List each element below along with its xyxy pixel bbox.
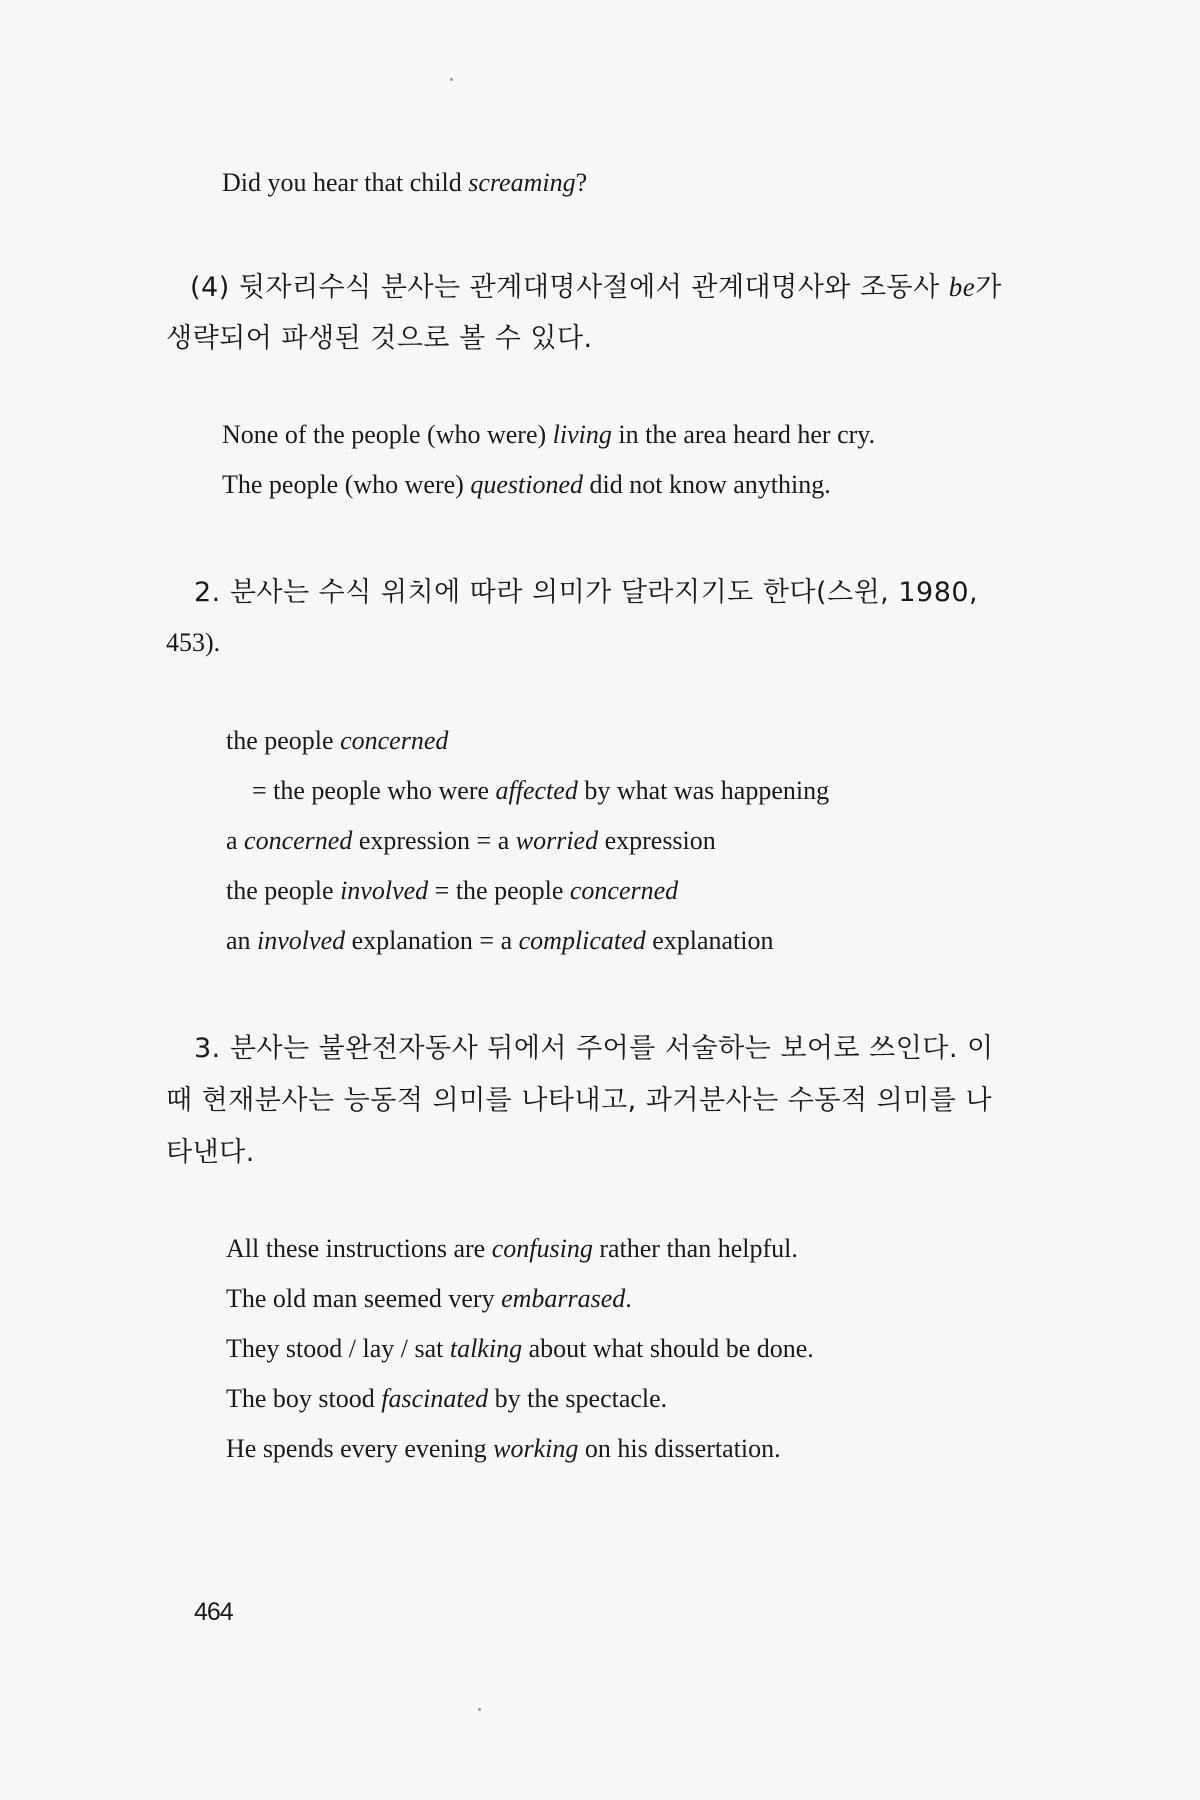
participle-word: confusing <box>491 1234 593 1263</box>
participle-word: affected <box>495 776 578 805</box>
sentence-text: None of the people (who were) <box>222 420 553 449</box>
sentence-text: = the people who were <box>252 776 496 805</box>
section-4-line-2: 생략되어 파생된 것으로 볼 수 있다. <box>166 323 593 354</box>
participle-word: concerned <box>569 876 679 905</box>
example-line <box>226 874 678 908</box>
sentence-text: explanation = a <box>345 926 519 955</box>
scan-speck <box>478 1708 481 1711</box>
participle-word: fascinated <box>381 1384 489 1413</box>
example-sentence <box>226 1232 798 1266</box>
korean-text: (4) 뒷자리수식 분사는 관계대명사절에서 관계대명사와 조동사 <box>190 272 949 303</box>
sentence-text: did not know anything. <box>583 470 831 499</box>
example-sentence <box>226 1382 667 1416</box>
sentence-text: in the area heard her cry. <box>611 420 876 449</box>
sentence-text: by what was happening <box>577 776 830 805</box>
example-line <box>252 774 829 808</box>
page-number: 464 <box>194 1598 233 1626</box>
example-sentence <box>226 1432 781 1466</box>
participle-word: working <box>493 1434 579 1463</box>
scan-speck <box>450 78 453 81</box>
sentence-text: ? <box>575 168 588 197</box>
sentence-text: the people <box>226 726 341 755</box>
sentence-text: an <box>226 926 258 955</box>
section-2-line-2: 453). <box>166 628 221 657</box>
sentence-text: = the people <box>428 876 570 905</box>
sentence-text: expression <box>598 826 716 855</box>
participle-word: worried <box>515 826 599 855</box>
sentence-text: The people (who were) <box>222 470 471 499</box>
participle-word: questioned <box>470 470 583 499</box>
sentence-text: expression = a <box>352 826 516 855</box>
korean-text: 가 <box>975 272 1002 303</box>
section-3-line-1: 3. 분사는 불완전자동사 뒤에서 주어를 서술하는 보어로 쓰인다. 이 <box>194 1033 994 1064</box>
example-sentence <box>222 468 831 502</box>
participle-word: screaming <box>468 168 576 197</box>
sentence-text: the people <box>226 876 341 905</box>
section-3-line-3: 타낸다. <box>166 1137 255 1168</box>
example-sentence <box>226 1282 632 1316</box>
sentence-text: a <box>226 826 245 855</box>
sentence-text: . <box>625 1284 632 1313</box>
sentence-text: The old man seemed very <box>226 1284 502 1313</box>
sentence-text: The boy stood <box>226 1384 382 1413</box>
sentence-text: on his dissertation. <box>578 1434 781 1463</box>
example-sentence <box>222 166 587 200</box>
example-line <box>226 724 448 758</box>
participle-word: involved <box>257 926 346 955</box>
example-sentence <box>226 1332 814 1366</box>
section-4-line-1 <box>190 270 1002 305</box>
participle-word: involved <box>340 876 429 905</box>
participle-word: concerned <box>244 826 353 855</box>
sentence-text: He spends every evening <box>226 1434 494 1463</box>
italic-term: be <box>948 272 976 302</box>
section-2-line-1: 2. 분사는 수식 위치에 따라 의미가 달라지기도 한다(스윈, 1980, <box>194 577 979 608</box>
participle-word: talking <box>449 1334 523 1363</box>
example-line <box>226 924 774 958</box>
sentence-text: about what should be done. <box>522 1334 814 1363</box>
example-sentence <box>222 418 875 452</box>
participle-word: embarrased <box>501 1284 626 1313</box>
section-3-line-2: 때 현재분사는 능동적 의미를 나타내고, 과거분사는 수동적 의미를 나 <box>166 1085 993 1116</box>
sentence-text: by the spectacle. <box>488 1384 668 1413</box>
participle-word: complicated <box>518 926 646 955</box>
sentence-text: Did you hear that child <box>222 168 469 197</box>
sentence-text: All these instructions are <box>226 1234 492 1263</box>
participle-word: concerned <box>340 726 449 755</box>
sentence-text: They stood / lay / sat <box>226 1334 450 1363</box>
sentence-text: rather than helpful. <box>592 1234 798 1263</box>
example-line <box>226 824 716 858</box>
participle-word: living <box>552 420 612 449</box>
sentence-text: explanation <box>645 926 774 955</box>
